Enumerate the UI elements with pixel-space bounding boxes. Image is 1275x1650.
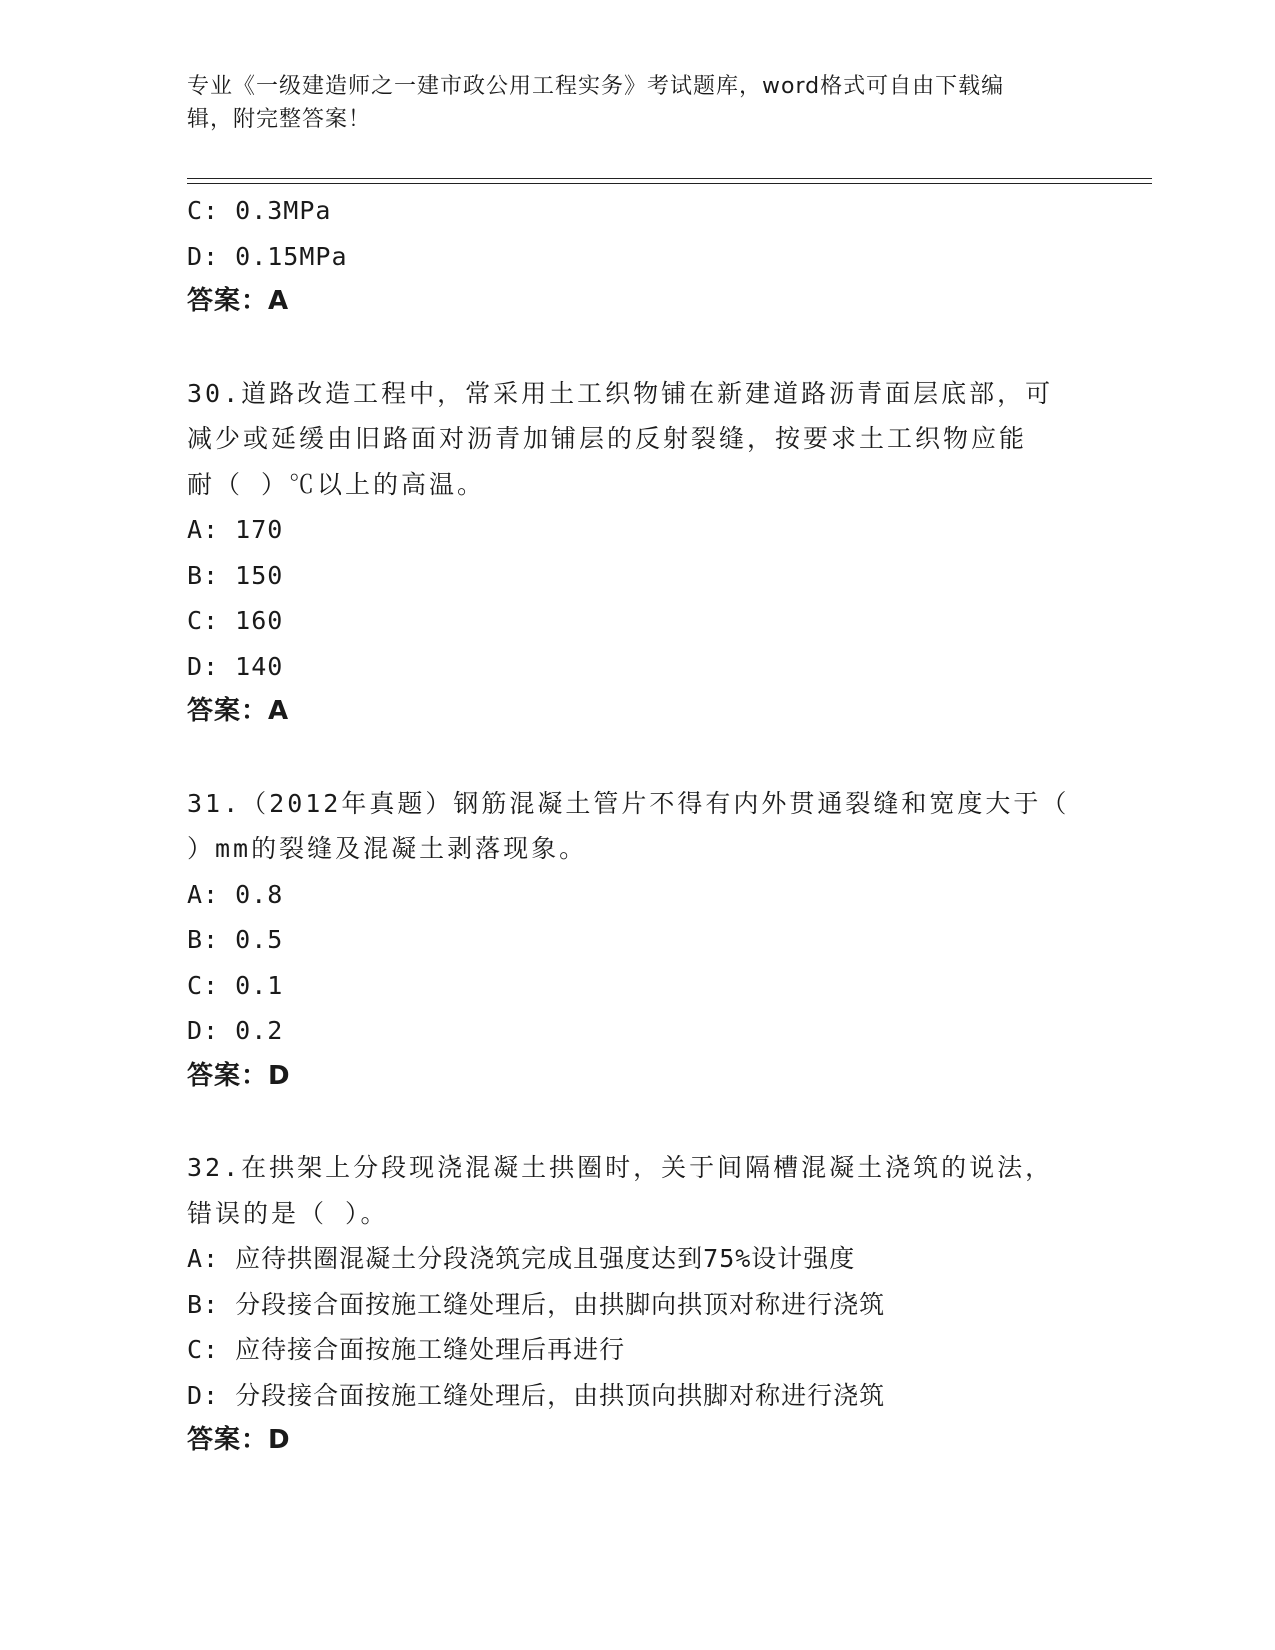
header-line-1: 专业《一级建造师之一建市政公用工程实务》考试题库，word格式可自由下载编 — [187, 74, 1005, 99]
question-32 — [187, 1145, 1087, 1464]
option-c: C: 160 — [187, 606, 284, 635]
option-b: B: 150 — [187, 560, 284, 590]
option-a: A: 0.8 — [187, 879, 284, 909]
option-d: D: 140 — [187, 651, 284, 681]
option-b: B: 0.5 — [187, 925, 284, 954]
document-header — [187, 70, 1067, 136]
answer-line: 答案：A — [187, 286, 290, 316]
option-b: B: 分段接合面按施工缝处理后，由拱脚向拱顶对称进行浇筑 — [187, 1289, 886, 1319]
question-stem-line: 错误的是（ ）。 — [187, 1198, 389, 1228]
question-30 — [187, 371, 1087, 735]
question-stem-line: 31.（2012年真题）钢筋混凝土管片不得有内外贯通裂缝和宽度大于（ — [187, 788, 1070, 818]
question-stem-line: 30.道路改造工程中，常采用土工织物铺在新建道路沥青面层底部，可 — [187, 378, 1054, 408]
question-31 — [187, 781, 1087, 1100]
answer-line: 答案：D — [187, 1060, 291, 1091]
header-divider-top — [187, 178, 1152, 179]
question-stem-line: 减少或延缓由旧路面对沥青加铺层的反射裂缝，按要求土工织物应能 — [187, 424, 1028, 453]
answer-line: 答案：D — [187, 1425, 291, 1455]
question-stem-line: ）mm的裂缝及混凝土剥落现象。 — [187, 834, 588, 863]
header-line-2: 辑，附完整答案！ — [187, 107, 372, 132]
answer-line: 答案：A — [187, 696, 290, 726]
option-a: A: 应待拱圈混凝土分段浇筑完成且强度达到75%设计强度 — [187, 1244, 856, 1273]
question-stem-line: 32.在拱架上分段现浇混凝土拱圈时，关于间隔槽混凝土浇筑的说法， — [187, 1153, 1054, 1182]
option-d: D: 0.15MPa — [187, 241, 348, 271]
option-c: C: 0.3MPa — [187, 196, 332, 225]
document-body — [187, 188, 1087, 1464]
header-divider-bottom — [187, 183, 1152, 184]
option-c: C: 应待接合面按施工缝处理后再进行 — [187, 1335, 626, 1364]
option-d: D: 0.2 — [187, 1016, 284, 1045]
question-stem-line: 耐（ ）℃以上的高温。 — [187, 469, 486, 499]
question-29-tail — [187, 188, 1087, 325]
option-a: A: 170 — [187, 515, 284, 544]
option-d: D: 分段接合面按施工缝处理后，由拱顶向拱脚对称进行浇筑 — [187, 1380, 886, 1410]
option-c: C: 0.1 — [187, 970, 284, 1000]
